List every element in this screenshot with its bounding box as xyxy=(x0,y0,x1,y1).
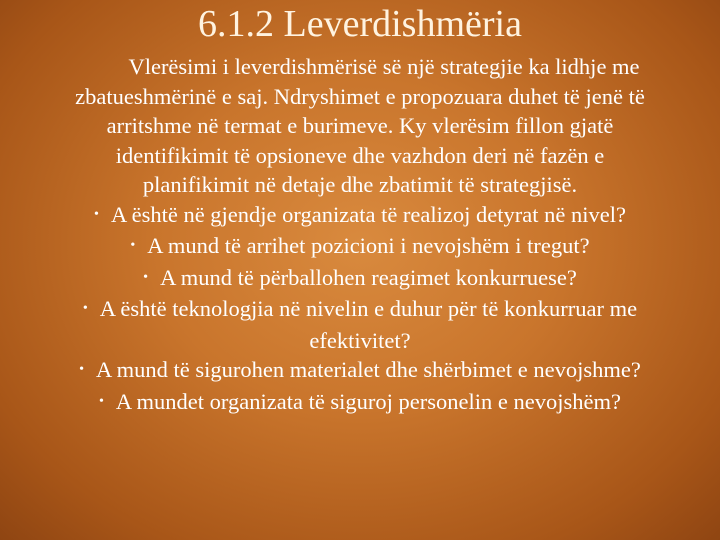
bullet-item xyxy=(4,200,716,232)
bullet-text: A është teknologjia në nivelin e duhur për të konkurruar me xyxy=(99,296,638,322)
bullet-icon: • xyxy=(130,238,136,254)
bullet-continuation: efektivitet? xyxy=(309,327,411,353)
bullet-text: A mund të sigurohen materialet dhe shërbimet e nevojshme? xyxy=(96,357,641,383)
slide-title: 6.1.2 Leverdishmëria xyxy=(198,3,522,45)
paragraph-line: planifikimit në detaje dhe zbatimit të strategjisë. xyxy=(142,172,578,197)
bullet-item xyxy=(4,231,716,263)
bullet-icon: • xyxy=(82,301,88,317)
bullet-item xyxy=(4,355,716,387)
bullet-icon: • xyxy=(143,269,149,285)
slide-body xyxy=(4,52,716,419)
bullet-icon: • xyxy=(99,394,104,410)
bullet-icon: • xyxy=(94,206,99,222)
bullet-text: A mund të arrihet pozicioni i nevojshëm i tregut? xyxy=(147,233,590,259)
paragraph-line: Vlerësimi i leverdishmërisë së një strategjie ka lidhje me xyxy=(128,54,640,79)
paragraph-line: identifikimit të opsioneve dhe vazhdon deri në fazën e xyxy=(115,142,605,168)
bullet-text: A mund të përballohen reagimet konkurruese? xyxy=(160,264,577,290)
bullet-text: A mundet organizata të siguroj personelin e nevojshëm? xyxy=(115,388,621,414)
bullet-text: A është në gjendje organizata të realizoj detyrat në nivel? xyxy=(110,201,626,227)
paragraph-line: zbatueshmërinë e saj. Ndryshimet e propozuara duhet të jenë të xyxy=(75,83,645,109)
bullet-icon: • xyxy=(79,362,85,378)
bullet-item xyxy=(4,387,716,419)
paragraph-line: arritshme në termat e burimeve. Ky vlerësim fillon gjatë xyxy=(106,113,614,138)
bullet-item xyxy=(4,294,716,326)
bullet-item xyxy=(4,263,716,295)
